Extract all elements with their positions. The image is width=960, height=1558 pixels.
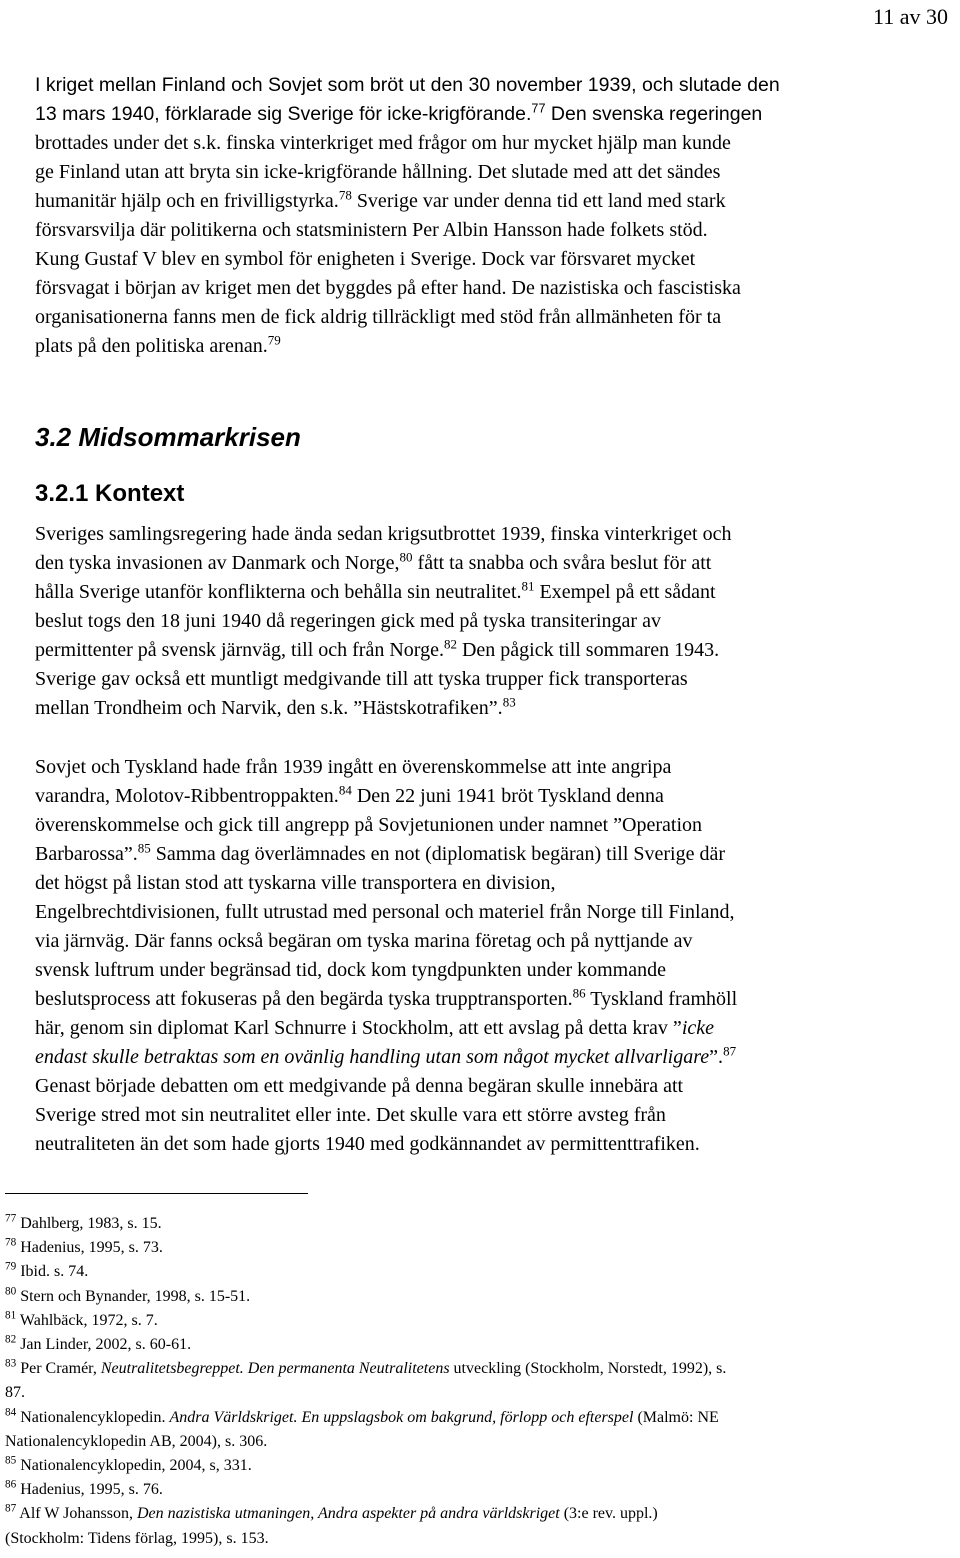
footnote-84-cont: Nationalencyklopedin AB, 2004), s. 306. xyxy=(5,1432,268,1450)
text-line: beslut togs den 18 juni 1940 då regeringen gick med på tyska transiteringar av xyxy=(35,610,661,632)
text-line: hålla Sverige utanför konflikterna och behålla sin neutralitet.$^{81}$ Exempel på ett sådant xyxy=(35,578,716,603)
footnote-ref[interactable]: 80 xyxy=(399,549,413,565)
paragraph-barbarossa xyxy=(35,753,935,1159)
footnote-83-cont: 87. xyxy=(5,1384,25,1402)
text-line: mellan Trondheim och Narvik, den s.k. ”Hästskotrafiken”.$^{83}$ xyxy=(35,694,516,719)
footnote-84: $^{84}$ Nationalencyklopedin. Andra Världskriget. En uppslagsbok om bakgrund, förlopp och efterspel (Malmö: NE xyxy=(5,1406,719,1426)
footnote-79: $^{79}$ Ibid. s. 74. xyxy=(5,1261,89,1281)
text-line: Genast började debatten om ett medgivande på denna begäran skulle innebära att xyxy=(35,1075,684,1097)
subsection-heading: 3.2.1 Kontext xyxy=(35,480,185,507)
footnote-85: $^{85}$ Nationalencyklopedin, 2004, s, 331. xyxy=(5,1454,252,1475)
text-line: beslutsprocess att fokuseras på den begärda tyska trupptransporten.$^{86}$ Tyskland framhöll xyxy=(35,985,738,1010)
footnote-87: $^{87}$ Alf W Johansson, Den nazistiska utmaningen, Andra aspekter på andra världskriget (3:e rev. uppl.) xyxy=(5,1503,658,1523)
text-line: via järnväg. Där fanns också begäran om tyska marina företag och på nyttjande av xyxy=(35,930,693,952)
text-line: Engelbrechtdivisionen, fullt utrustad med personal och materiel från Norge till Finland, xyxy=(35,901,735,923)
footnote-77: $^{77}$ Dahlberg, 1983, s. 15. xyxy=(5,1212,162,1232)
text-line: permittenter på svensk järnväg, till och från Norge.$^{82}$ Den pågick till sommaren 1943. xyxy=(35,636,720,661)
footnote-86: $^{86}$ Hadenius, 1995, s. 76. xyxy=(5,1478,163,1499)
text-line: den tyska invasionen av Danmark och Norge,$^{80}$ fått ta snabba och svåra beslut för att xyxy=(35,549,712,574)
text-line: det högst på listan stod att tyskarna ville transportera en division, xyxy=(35,872,556,894)
text-line: brottades under det s.k. finska vinterkriget med frågor om hur mycket hjälp man kunde xyxy=(35,132,731,154)
text-line: humanitär hjälp och en frivilligstyrka.$^{78}$ Sverige var under denna tid ett land med stark xyxy=(35,187,726,212)
text-line: Sovjet och Tyskland hade från 1939 ingått en överenskommelse att inte angripa xyxy=(35,756,672,778)
text-line: överenskommelse och gick till angrepp på Sovjetunionen under namnet ”Operation xyxy=(35,814,703,836)
footnote-83: $^{83}$ Per Cramér, Neutralitetsbegreppet. Den permanenta Neutralitetens utveckling (Stockholm, Norstedt, 1992), s. xyxy=(5,1357,727,1378)
section-heading: 3.2 Midsommarkrisen xyxy=(35,422,301,452)
footnote-ref[interactable]: 86 xyxy=(572,985,586,1001)
text-line: Kung Gustaf V blev en symbol för enigheten i Sverige. Dock var försvaret mycket xyxy=(35,248,696,270)
text-line: försvarsvilja där politikerna och statsministern Per Albin Hansson hade folkets stöd. xyxy=(35,219,708,241)
text-line: varandra, Molotov-Ribbentroppakten.$^{84}$ Den 22 juni 1941 bröt Tyskland denna xyxy=(35,782,664,807)
text-line: Barbarossa”.$^{85}$ Samma dag överlämnades en not (diplomatisk begäran) till Sverige där xyxy=(35,840,726,865)
paragraph-context xyxy=(35,520,935,723)
text-line: plats på den politiska arenan.$^{79}$ xyxy=(35,332,281,357)
text-line: Sveriges samlingsregering hade ända sedan krigsutbrottet 1939, finska vinterkriget och xyxy=(35,523,732,545)
text-line: 13 mars 1940, förklarade sig Sverige för icke-krigförande.$^{77}$ Den svenska regeringen xyxy=(35,101,763,125)
footnotes xyxy=(5,1212,955,1551)
text-line: Sverige gav också ett muntligt medgivande till att tyska trupper fick transporteras xyxy=(35,668,688,690)
text-line: svensk luftrum under begränsad tid, dock kom tyngdpunkten under kommande xyxy=(35,959,666,981)
footnote-ref[interactable]: 87 xyxy=(723,1043,737,1059)
text-line: I kriget mellan Finland och Sovjet som bröt ut den 30 november 1939, och slutade den xyxy=(35,74,780,96)
text-line: här, genom sin diplomat Karl Schnurre i Stockholm, att ett avslag på detta krav ”icke xyxy=(35,1017,714,1039)
paragraph-intro xyxy=(35,71,935,361)
footnote-ref[interactable]: 84 xyxy=(338,782,352,798)
footnote-ref[interactable]: 82 xyxy=(443,636,457,652)
text-line: organisationerna fanns men de fick aldrig tillräckligt med stöd från allmänheten för ta xyxy=(35,306,722,328)
footnote-87-cont: (Stockholm: Tidens förlag, 1995), s. 153. xyxy=(5,1529,269,1547)
footnote-78: $^{78}$ Hadenius, 1995, s. 73. xyxy=(5,1236,163,1257)
footnote-80: $^{80}$ Stern och Bynander, 1998, s. 15-51. xyxy=(5,1285,251,1305)
footnote-82: $^{82}$ Jan Linder, 2002, s. 60-61. xyxy=(5,1333,192,1354)
footnote-ref[interactable]: 83 xyxy=(502,694,516,710)
text-line: försvagat i början av kriget men det byggdes på efter hand. De nazistiska och fascistiska xyxy=(35,277,741,299)
footnote-81: $^{81}$ Wahlbäck, 1972, s. 7. xyxy=(5,1309,158,1329)
text-line: neutraliteten än det som hade gjorts 1940 med godkännandet av permittenttrafiken. xyxy=(35,1133,700,1155)
page-number: 11 av 30 xyxy=(873,4,948,29)
footnote-ref[interactable]: 78 xyxy=(338,187,352,203)
footnote-ref[interactable]: 79 xyxy=(267,332,281,348)
text-line: ge Finland utan att bryta sin icke-krigförande hållning. Det slutade med att det sändes xyxy=(35,161,721,183)
footnote-ref[interactable]: 81 xyxy=(521,578,535,594)
footnote-ref[interactable]: 77 xyxy=(531,101,546,116)
footnote-separator xyxy=(5,1193,308,1194)
footnote-ref[interactable]: 85 xyxy=(137,840,151,856)
text-line: endast skulle betraktas som en ovänlig handling utan som något mycket allvarligare”.$^{87}$ xyxy=(35,1043,737,1068)
text-line: Sverige stred mot sin neutralitet eller inte. Det skulle vara ett större avsteg från xyxy=(35,1104,666,1126)
